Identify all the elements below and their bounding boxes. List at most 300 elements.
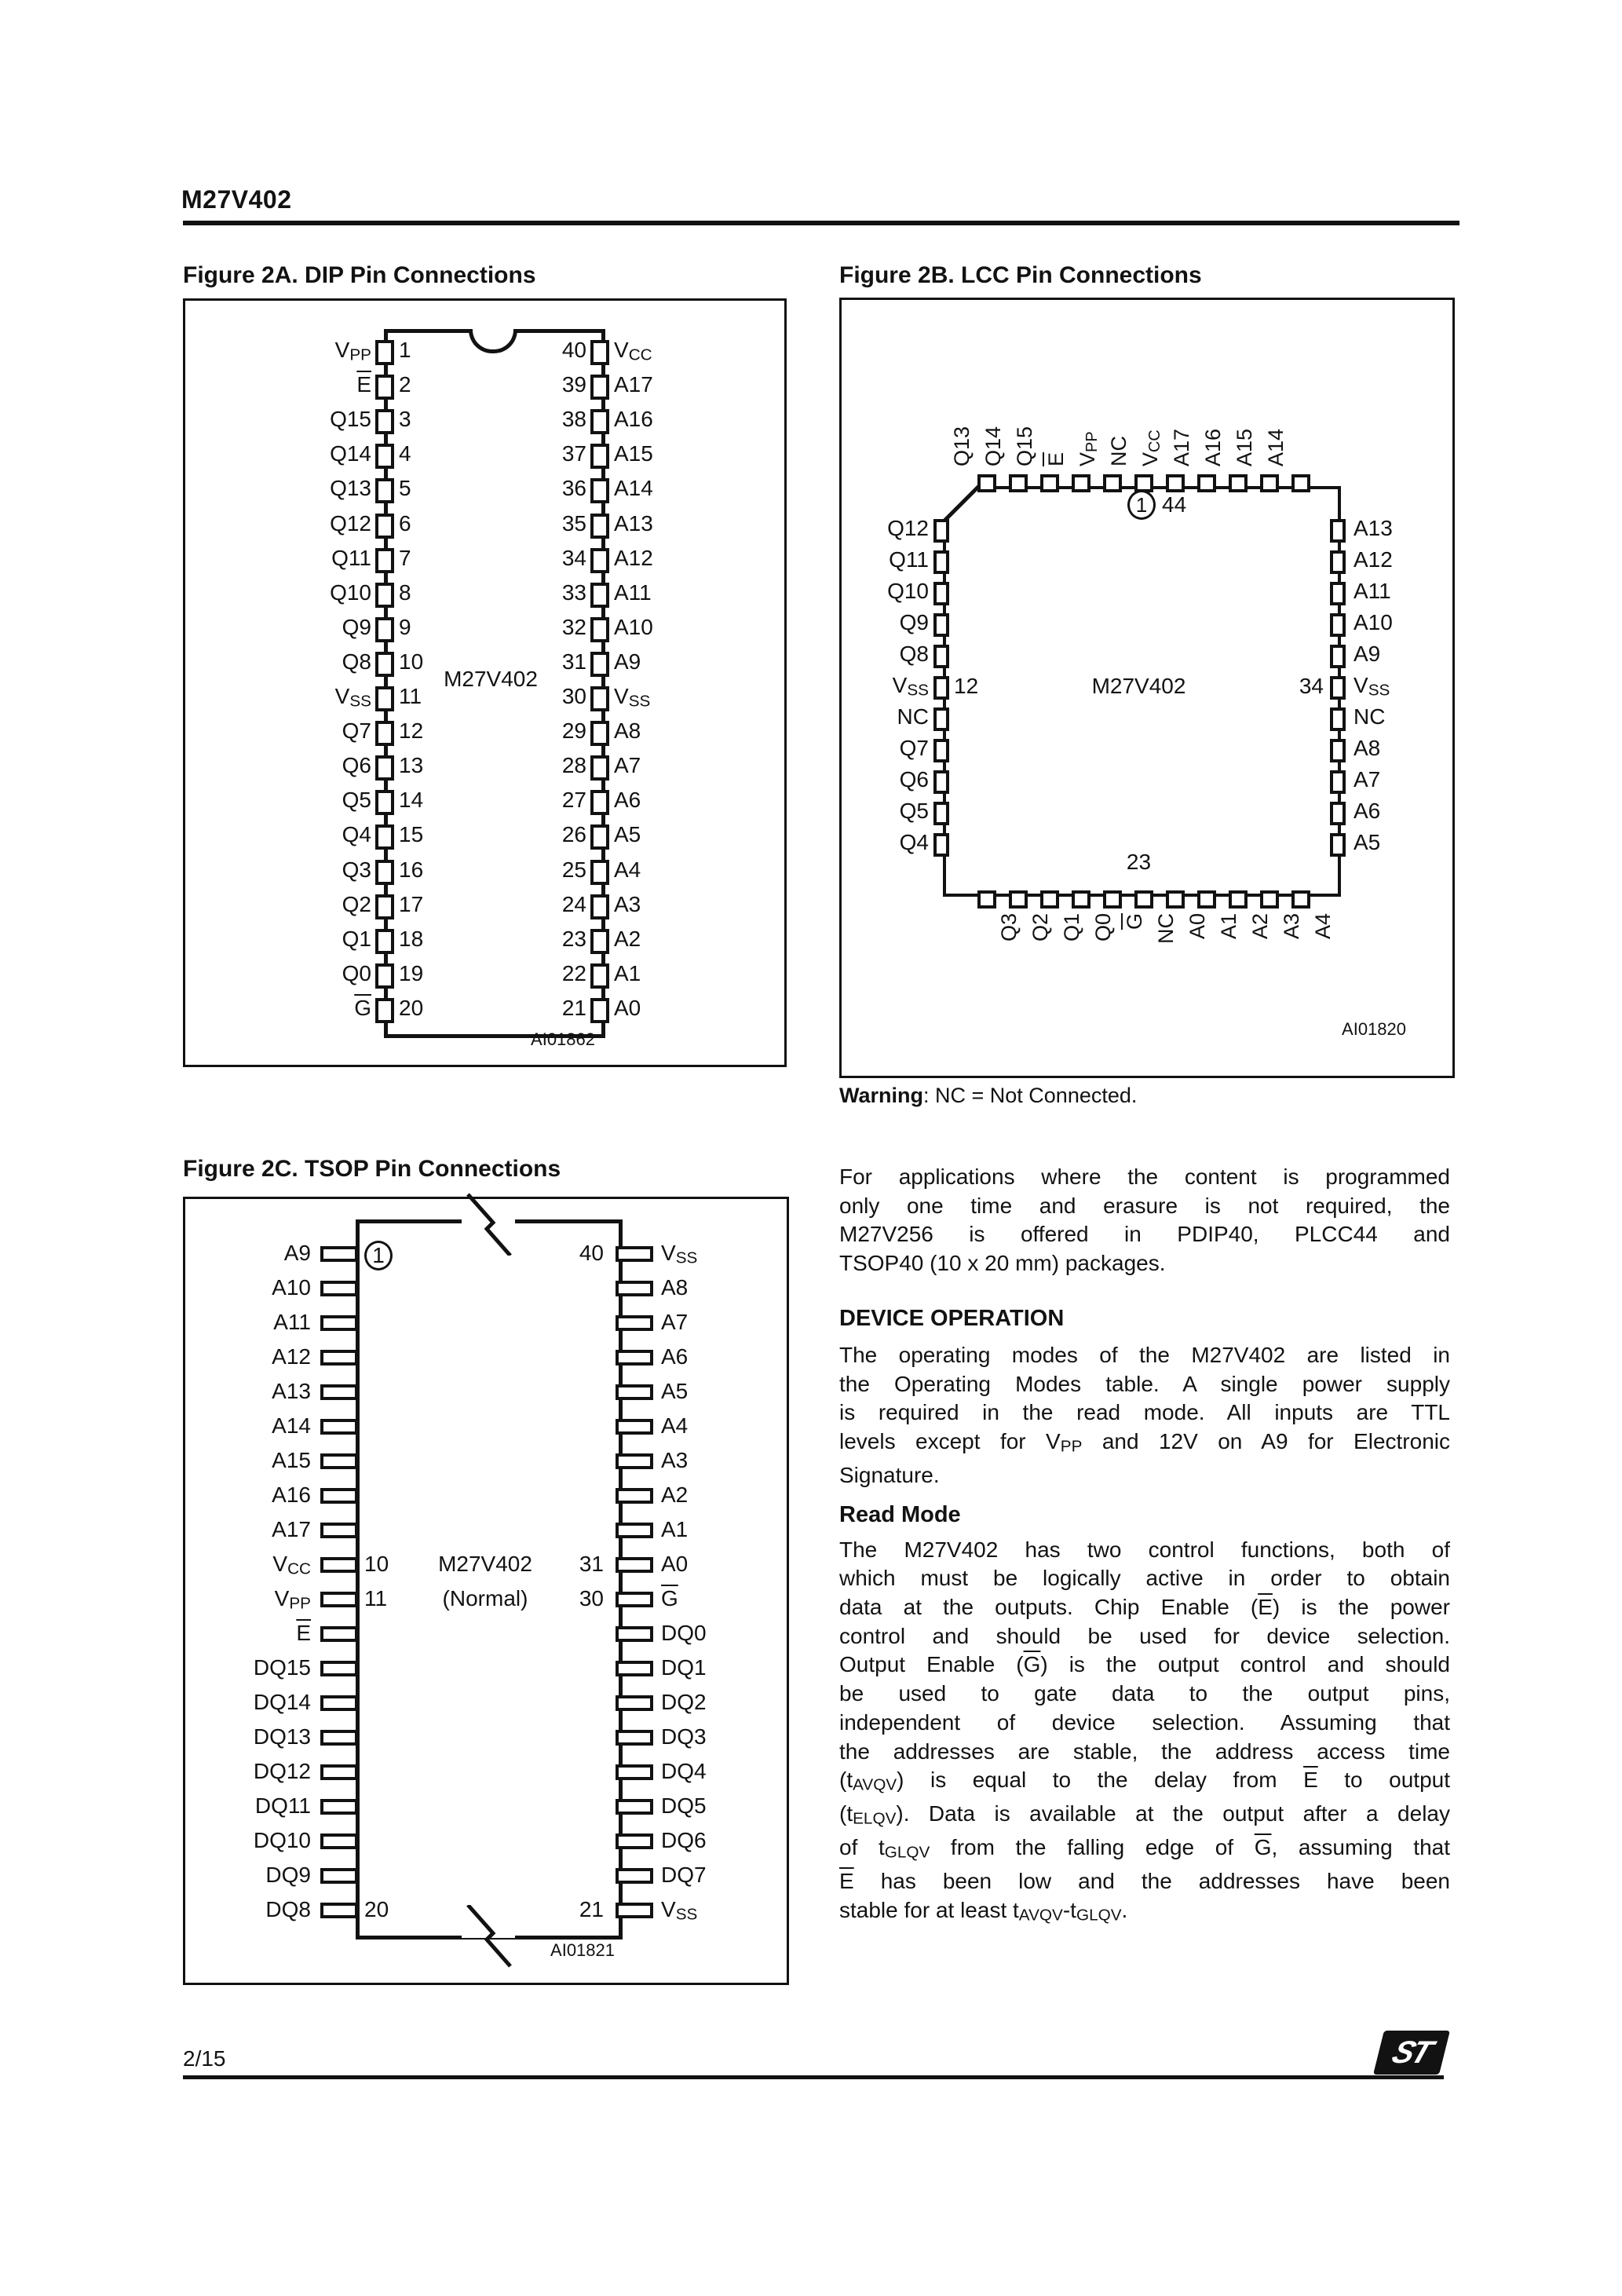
pin-number: 20 [399,995,424,1020]
pin-stub-icon [590,824,609,850]
pin-label: $V_{SS}$ [614,684,651,711]
pin-label: A2 [661,1483,689,1507]
pin-number: 38 [561,407,586,432]
pin-label: A11 [1353,579,1391,603]
pin-stub-icon [590,790,609,815]
text-line: $\overline{E}$ has been low and the addresses have been [839,1869,1450,1894]
pin-label: Q4 [342,822,371,847]
pin-number: 10 [364,1552,389,1576]
pin-number: 1 [399,338,411,362]
pin-label: A2 [1248,913,1272,940]
pin-number: 3 [399,407,411,432]
tsop-pin-row-right [185,1863,787,1888]
pin-label: A2 [614,926,641,951]
text-line: M27V256 is offered in PDIP40, PLCC44 and [839,1222,1450,1247]
pin-stub-icon [616,1695,653,1711]
pin-label: DQ13 [253,1724,311,1749]
lcc-pin-row-right [842,737,1452,760]
dip-pin-row-right [185,788,784,812]
pin-number: 19 [399,960,424,985]
text-line: data at the outputs. Chip Enable $(\overline{E})$ is the power [839,1595,1450,1620]
pin-label: DQ11 [254,1793,311,1818]
pin-label: A6 [1353,799,1381,823]
tsop-pin-row-right [185,1241,787,1266]
pin-label: Q13 [330,476,371,501]
pin-label: $V_{PP}$ [274,1586,311,1613]
pin-label: Q11 [331,545,371,570]
pin-label: NC [1353,704,1386,729]
pin-stub-icon [1330,770,1346,794]
dip-pin-row-right [185,616,784,639]
pin-label: Q12 [330,510,371,536]
pin-label: A10 [614,614,653,639]
pin-number: 20 [364,1897,389,1921]
pin-stub-icon [1229,890,1248,909]
pin-stub-icon [590,998,609,1023]
pin-label: NC [1107,436,1131,466]
pin-label: DQ15 [253,1655,311,1680]
pin-label: A7 [1353,767,1381,792]
pin-stub-icon [616,1834,653,1849]
tsop-pin-row-right [185,1379,787,1404]
pin-label: A12 [614,545,653,570]
pin-number: 30 [579,1586,604,1610]
pin-stub-icon [590,894,609,919]
tsop-pin-row-right [185,1690,787,1715]
dip-pin-row-right [185,858,784,882]
pin-label: $V_{SS}$ [892,673,929,700]
st-logo-text: ST [1387,2035,1436,2070]
page-title: M27V402 [181,185,292,214]
pin-label: A13 [1353,516,1393,540]
paragraph [839,1341,1450,1490]
pin-number: 11 [399,684,422,708]
text-line: independent of device selection. Assuming that [839,1709,1450,1735]
pin-label: A5 [614,822,641,847]
pin-label: $V_{CC}$ [614,338,652,364]
pin-label: Q14 [981,426,1005,466]
page-number: 2/15 [183,2046,226,2071]
pin-label: DQ0 [661,1621,707,1645]
pin-label: Q8 [342,649,371,674]
pin-stub-icon [616,1557,653,1573]
pin-number: 22 [561,960,586,985]
pin-label: Q7 [899,736,929,760]
pin-number: 13 [399,753,424,778]
pin-stub-icon [590,860,609,885]
tsop-pin-row-right [185,1413,787,1439]
dip-pin-row-right [185,754,784,777]
pin-label: A9 [1353,642,1381,666]
text-line: The operating modes of the M27V402 are listed in [839,1342,1450,1367]
pin-label: Q3 [342,857,371,882]
pin-label: A4 [661,1413,689,1438]
figure-2a-title: Figure 2A. DIP Pin Connections [183,262,536,288]
figure-2b-lcc-diagram [839,298,1455,1078]
pin-label: A5 [661,1379,689,1403]
pin-label: Q14 [330,441,371,466]
pin-number: 21 [579,1897,604,1921]
pin-label: $\overline{E}$ [1044,452,1068,466]
pin-stub-icon [616,1799,653,1815]
figure-2a-dip-diagram [183,298,787,1067]
paragraph [839,1163,1450,1278]
pin-label: A7 [661,1310,689,1334]
pin-label: Q15 [330,407,371,432]
pin-label: $V_{SS}$ [334,684,371,711]
figure-reference-code: AI01820 [1342,1019,1406,1039]
pin-number: 29 [561,718,586,744]
text-line: For applications where the content is programmed [839,1164,1450,1189]
pin-label: A14 [614,476,653,501]
pin-label: Q9 [342,614,371,639]
pin-number: 34 [1299,674,1324,698]
dip-pin-row-right [185,338,784,362]
text-line: the Operating Modes table. A single power supply [839,1371,1450,1396]
pin-label: Q4 [899,830,929,854]
pin-label: Q6 [899,767,929,792]
pin-label: A16 [614,407,653,432]
pin-label: A10 [1353,610,1393,634]
figure-2b-title: Figure 2B. LCC Pin Connections [839,262,1202,288]
pin-number: 6 [399,510,411,536]
text-line: is required in the read mode. All inputs are TTL [839,1400,1450,1425]
pin-stub-icon [590,583,609,608]
figure-reference-code: AI01821 [550,1940,615,1960]
pin-label: DQ14 [253,1690,311,1714]
pin-number: 12 [954,674,979,698]
tsop-pin-row-right [185,1724,787,1749]
pin-label: A5 [1353,830,1381,854]
pin-stub-icon [590,375,609,400]
pin-number: 26 [561,822,586,847]
pin-number: 5 [399,476,411,501]
pin-stub-icon [977,890,996,909]
pin-label: Q6 [342,753,371,778]
pin-label: A12 [1353,547,1393,572]
pin-label: A17 [272,1517,311,1541]
text-line: be used to gate data to the output pins, [839,1681,1450,1706]
pin-label: DQ8 [265,1897,311,1921]
pin-label: A1 [614,960,641,985]
pin-label: A15 [272,1448,311,1472]
pin-stub-icon [616,1453,653,1469]
pin-number: 31 [579,1552,604,1576]
pin-label: DQ5 [661,1793,707,1818]
tsop-pin-row-right [185,1828,787,1853]
pin-label: Q3 [997,913,1021,942]
pin-label: DQ7 [661,1863,707,1887]
pin-stub-icon [616,1350,653,1366]
pin-label: A3 [1280,913,1303,940]
tsop-pin-row-right [185,1655,787,1680]
pin-stub-icon [590,444,609,469]
lcc-pin-row-right [842,611,1452,634]
pin-label: $\overline{E}$ [356,372,371,397]
pin-stub-icon [1330,645,1346,668]
pin-label: A0 [661,1552,689,1576]
pin-label: Q12 [887,516,929,540]
pin-stub-icon [1330,519,1346,543]
pin-label: A8 [661,1275,689,1300]
pin-number: 21 [561,995,586,1020]
dip-pin-row-right [185,962,784,985]
text-line: The M27V402 has two control functions, both of [839,1537,1450,1562]
pin-label: $V_{SS}$ [661,1897,698,1924]
pin-label: $V_{PP}$ [1076,431,1101,466]
pin-number: 10 [399,649,424,674]
pin-stub-icon [1330,613,1346,637]
text-line: Signature. [839,1462,940,1487]
pin-label: A15 [1233,428,1256,466]
tsop-pin-row-right [185,1897,787,1922]
pin-label: DQ9 [265,1863,311,1887]
pin-stub-icon [1072,890,1090,909]
pin-label: Q9 [899,610,929,634]
pin-label: A4 [1311,913,1335,940]
pin-stub-icon [1260,890,1279,909]
dip-pin-row-right [185,373,784,397]
tsop-pin-row-right [185,1448,787,1473]
pin-label: A9 [614,649,641,674]
pin-number: 37 [561,441,586,466]
pin-stub-icon [616,1281,653,1296]
pin-stub-icon [1166,890,1185,909]
pin-stub-icon [590,478,609,503]
pin-stub-icon [590,514,609,539]
pin-stub-icon [616,1384,653,1400]
pin-number: 34 [561,545,586,570]
header-rule [183,221,1459,225]
text-line: control and should be used for device selection. [839,1623,1450,1648]
pin-stub-icon [616,1764,653,1780]
text-line: of $t_{GLQV}$ from the falling edge of $\overline{G}$, assuming that [839,1835,1450,1862]
pin-number: 44 [1162,492,1187,517]
text-line: levels except for $V_{PP}$ and 12V on A9 for Electronic [839,1428,1450,1456]
pin-label: Q2 [342,891,371,916]
pin-number: 23 [1126,850,1152,874]
pin-label: A4 [614,857,641,882]
pin-number: 35 [561,510,586,536]
pin-number: 15 [399,822,424,847]
footer-rule [183,2075,1444,2079]
pin-label: $\overline{G}$ [1123,913,1146,930]
chip-name: M27V402 [438,1552,532,1576]
pin-label: Q5 [342,788,371,813]
pin-number: 23 [561,926,586,951]
pin-label: A13 [614,510,653,536]
pin-label: A3 [614,891,641,916]
pin-label: A0 [1185,913,1209,940]
text-line: Output Enable $(\overline{G})$ is the output control and should [839,1652,1451,1677]
pin-label: A16 [272,1483,311,1507]
pin-stub-icon [616,1868,653,1884]
tsop-pin-row-right [185,1517,787,1542]
warning-note: Warning: NC = Not Connected. [839,1084,1138,1107]
pin-stub-icon [616,1488,653,1504]
subsection-heading: Read Mode [839,1501,961,1527]
pin-number: 36 [561,476,586,501]
pin-label: Q0 [342,960,371,985]
pin-number: 16 [399,857,424,882]
pin-label: NC [1154,913,1178,944]
pin-stub-icon [616,1246,653,1262]
pin-label: A12 [272,1344,311,1369]
pin-label: A17 [614,372,653,397]
pin-label: A1 [1217,913,1240,940]
pin-number: 39 [561,372,586,397]
pin-number: 18 [399,926,424,951]
pin-label: $\overline{G}$ [661,1586,678,1610]
st-logo-icon [1373,2031,1450,2075]
pin-number: 27 [561,788,586,813]
pin-label: Q10 [887,579,929,603]
pin-label: A11 [614,579,652,605]
pin-label: A7 [614,753,641,778]
pin-number: 14 [399,788,424,813]
pin-stub-icon [1330,550,1346,574]
tsop-pin-row-right [185,1621,787,1646]
chip-name: M27V402 [1091,674,1186,698]
figure-2c-title: Figure 2C. TSOP Pin Connections [183,1156,561,1182]
pin-label: A11 [273,1310,311,1334]
pin-stub-icon [590,721,609,746]
lcc-pin-row-right [842,517,1452,540]
dip-pin-row-right [185,581,784,605]
pin-stub-icon [1197,890,1216,909]
pin-number: 24 [561,891,586,916]
pin-label: Q10 [330,579,371,605]
pin-label: A17 [1170,428,1193,466]
pin-label: $V_{CC}$ [272,1552,311,1578]
text-line: $(t_{AVQV})$ is equal to the delay from $\overline{E}$ to output [839,1768,1450,1794]
tsop-pin-row-right [185,1483,787,1508]
pin-number: 17 [399,891,424,916]
dip-pin-row-right [185,823,784,846]
pin-stub-icon [616,1592,653,1607]
pin-number: 8 [399,579,411,605]
pin-stub-icon [590,755,609,781]
pin-stub-icon [616,1523,653,1538]
pin-number: 4 [399,441,411,466]
pin-label: A9 [283,1241,311,1265]
pin-label: A3 [661,1448,689,1472]
pin-label: A14 [1264,428,1288,466]
pin-stub-icon [590,409,609,434]
pin-number: 30 [561,684,586,708]
paragraph [839,1536,1450,1930]
text-line: which must be logically active in order to obtain [839,1566,1450,1591]
pin-number: 25 [561,857,586,882]
pin-label: DQ12 [253,1759,311,1783]
pin-label: $\overline{G}$ [354,995,371,1020]
pin-label: A8 [1353,736,1381,760]
pin-label: $V_{PP}$ [334,338,371,364]
pin-label: $V_{SS}$ [1353,673,1390,700]
pin-stub-icon [590,548,609,573]
pin-label: A16 [1201,428,1225,466]
text-line: $(t_{ELQV})$. Data is available at the output after a delay [839,1801,1450,1828]
chip-mode-label: (Normal) [442,1586,528,1610]
pin-stub-icon [1291,890,1310,909]
pin-label: A6 [614,788,641,813]
pin-stub-icon [590,929,609,954]
lcc-pin-row-right [842,548,1452,572]
chip-name: M27V402 [444,667,538,691]
pin-label: Q11 [889,547,929,572]
pin-label: A1 [661,1517,689,1541]
pin-label: DQ2 [661,1690,707,1714]
dip-pin-row-right [185,477,784,500]
pin-label: Q8 [899,642,929,666]
lcc-pin-row-right [842,705,1452,729]
pin-label: DQ1 [661,1655,707,1680]
pin-label: Q5 [899,799,929,823]
pin-stub-icon [1009,890,1028,909]
dip-pin-row-right [185,512,784,536]
pin-label: Q2 [1028,913,1052,942]
pin-label: A8 [614,718,641,744]
pin-label: DQ3 [661,1724,707,1749]
pin-stub-icon [616,1730,653,1746]
pin-stub-icon [1330,802,1346,825]
pin-label: Q13 [950,426,974,466]
pin-stub-icon [1103,890,1122,909]
dip-pin-row-right [185,408,784,431]
section-heading: DEVICE OPERATION [839,1305,1065,1331]
pin-label: NC [897,704,929,729]
figure-reference-code: AI01862 [531,1029,595,1049]
pin-number: 32 [561,614,586,639]
pin-label: $\overline{E}$ [296,1621,311,1645]
pin-label: Q7 [342,718,371,744]
pin-label: Q0 [1091,913,1115,942]
pin-stub-icon [1330,582,1346,605]
pin-label: A10 [272,1275,311,1300]
dip-pin-row-right [185,893,784,916]
pin-stub-icon [616,1315,653,1331]
pin-label: DQ4 [661,1759,707,1783]
pin-label: DQ10 [253,1828,311,1852]
tsop-pin-row-right [185,1344,787,1369]
pin-number: 2 [399,372,411,397]
pin-number: 9 [399,614,411,639]
text-line: stable for at least $t_{AVQV}-t_{GLQV}$. [839,1898,1128,1925]
pin-label: Q1 [342,926,371,951]
dip-pin-row-right [185,719,784,743]
pin-number: 12 [399,718,424,744]
pin-number: 28 [561,753,586,778]
pin-number: 33 [561,579,586,605]
figure-2c-tsop-diagram [183,1197,789,1985]
dip-pin-row-right [185,996,784,1020]
pin-stub-icon [616,1903,653,1918]
lcc-pin-row-right [842,768,1452,792]
pin-label: A14 [272,1413,311,1438]
pin-stub-icon [1330,707,1346,731]
dip-pin-row-right [185,547,784,570]
pin-number: 40 [561,338,586,362]
tsop-pin-row-right [185,1793,787,1819]
lcc-pin-row-right [842,799,1452,823]
pin-stub-icon [616,1626,653,1642]
dip-pin-row-right [185,927,784,951]
pin-label: $V_{CC}$ [1138,430,1164,466]
pin-label: A13 [272,1379,311,1403]
tsop-pin-row-right [185,1310,787,1335]
tsop-pin-row-right [185,1275,787,1300]
pin-label: Q15 [1013,426,1036,466]
